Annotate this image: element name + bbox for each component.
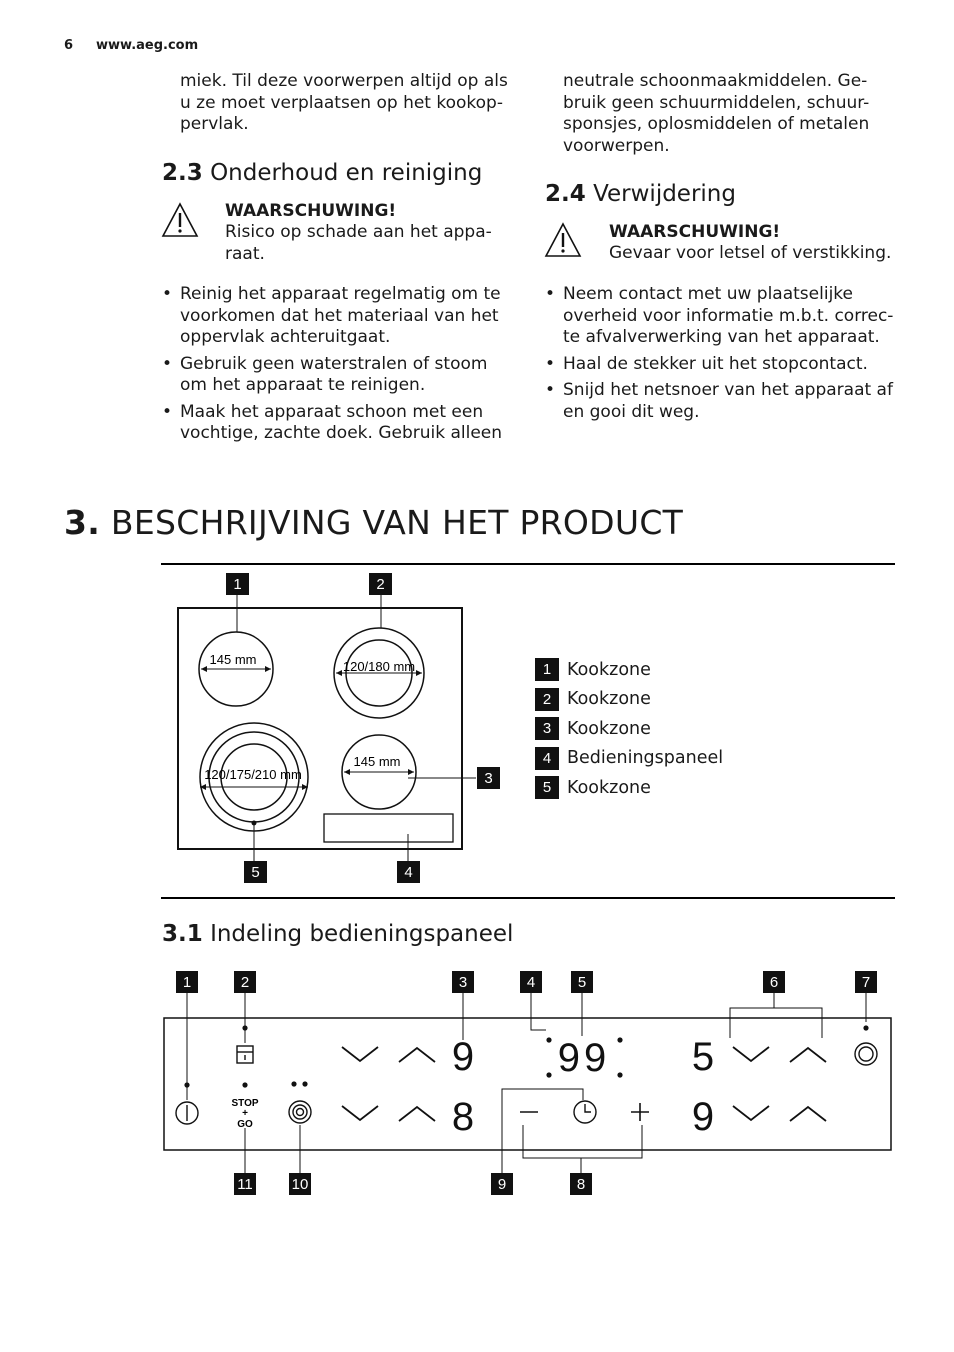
- svg-text:+: +: [242, 1108, 248, 1119]
- svg-text:GO: GO: [237, 1119, 253, 1130]
- chevron-up-icon: [790, 1107, 826, 1121]
- diagram-legend: [535, 655, 723, 803]
- left-intro: [180, 71, 520, 136]
- warning-block-right: [609, 222, 909, 265]
- text-line: miek. Til deze voorwerpen altijd op als: [180, 71, 508, 91]
- warning-title: WAARSCHUWING!: [609, 222, 781, 242]
- warning-text: Gevaar voor letsel of verstikking.: [609, 243, 892, 263]
- zone-icon: [855, 1043, 877, 1065]
- section-title: Onderhoud en reiniging: [210, 160, 483, 186]
- legend-item: [535, 714, 723, 744]
- callout: 5: [251, 864, 260, 881]
- warning-icon: [160, 201, 200, 243]
- text-line: voorwerpen.: [563, 135, 670, 156]
- chevron-up-icon: [790, 1048, 826, 1062]
- control-panel-diagram: [160, 965, 896, 1200]
- zone-label: 145 mm: [353, 754, 401, 769]
- divider: [161, 897, 895, 899]
- section-heading-2-3: [162, 160, 482, 186]
- chevron-down-icon: [733, 1047, 769, 1061]
- header-url: www.aeg.com: [96, 38, 199, 53]
- chevron-down-icon: [342, 1106, 378, 1120]
- panel-outline: [164, 1018, 891, 1150]
- list-item: • Neem contact met uw plaatselijke overheid voor informatie m.b.t. correc-te afvalverwerking van het apparaat.: [545, 284, 897, 349]
- chevron-up-icon: [399, 1048, 435, 1062]
- callout: 10: [291, 1176, 309, 1193]
- chevron-down-icon: [342, 1047, 378, 1061]
- section-heading-2-4: [545, 181, 736, 207]
- right-intro: [563, 71, 903, 157]
- section-number: 2.3: [162, 160, 203, 186]
- legend-number: 5: [535, 776, 559, 799]
- chevron-up-icon: [399, 1107, 435, 1121]
- legend-number: 4: [535, 747, 559, 770]
- section-number: 3.1: [162, 921, 203, 947]
- bullet-list-left: [162, 284, 512, 450]
- list-item: • Haal de stekker uit het stopcontact.: [545, 354, 897, 376]
- divider: [161, 563, 895, 565]
- list-item: • Gebruik geen waterstralen of stoom om het apparaat te reinigen.: [162, 354, 512, 397]
- list-item: • Snijd het netsnoer van het apparaat af en gooi dit weg.: [545, 380, 897, 423]
- zone-label: 145 mm: [209, 652, 257, 667]
- legend-label: Kookzone: [567, 659, 651, 680]
- warning-title: WAARSCHUWING!: [225, 201, 397, 221]
- legend-label: Bedieningspaneel: [567, 748, 724, 769]
- warning-icon: [543, 221, 583, 263]
- display-zone-top-right: 5: [691, 1035, 715, 1079]
- legend-number: 2: [535, 688, 559, 711]
- callout: 5: [577, 974, 587, 991]
- display-zone-top-left: 9: [451, 1035, 475, 1079]
- legend-label: Kookzone: [567, 718, 651, 739]
- callout: 1: [233, 576, 242, 593]
- text-line: neutrale schoonmaakmiddelen. Ge-: [563, 71, 868, 91]
- chapter-heading: [64, 503, 683, 542]
- power-icon: [176, 1102, 198, 1124]
- list-item: • Reinig het apparaat regelmatig om te voorkomen dat het materiaal van het oppervlak achteruitgaat.: [162, 284, 512, 349]
- legend-item: [535, 773, 723, 803]
- section-number: 2.4: [545, 181, 586, 207]
- display-timer: 99: [557, 1036, 611, 1080]
- text-line: u ze moet verplaatsen op het kookop-: [180, 92, 503, 113]
- zone-label: 120/175/210 mm: [204, 767, 302, 782]
- section-heading-3-1: [162, 921, 513, 947]
- legend-item: [535, 744, 723, 774]
- legend-label: Kookzone: [567, 777, 651, 798]
- section-title: Indeling bedieningspaneel: [210, 921, 514, 947]
- chevron-down-icon: [733, 1106, 769, 1120]
- bridge-icon: [289, 1101, 311, 1123]
- legend-item: [535, 685, 723, 715]
- callout: 3: [484, 770, 493, 787]
- legend-number: 1: [535, 658, 559, 681]
- page-number: 6: [64, 38, 74, 53]
- stop-go-icon: [231, 1098, 258, 1130]
- hob-diagram: [170, 570, 510, 890]
- callout: 4: [526, 974, 536, 991]
- text-line: pervlak.: [180, 114, 249, 134]
- chapter-title: BESCHRIJVING VAN HET PRODUCT: [110, 503, 684, 542]
- lock-icon: [237, 1046, 253, 1063]
- warning-text: Risico op schade aan het appa-: [225, 222, 492, 242]
- callout: 7: [861, 974, 871, 991]
- callout: 8: [576, 1176, 586, 1193]
- svg-text:STOP: STOP: [231, 1098, 259, 1109]
- legend-item: [535, 655, 723, 685]
- callout: 3: [458, 974, 468, 991]
- callout: 2: [240, 974, 250, 991]
- callout: 6: [769, 974, 779, 991]
- callout: 2: [376, 576, 385, 593]
- top-callouts: [176, 971, 877, 993]
- callout: 1: [182, 974, 192, 991]
- callout: 4: [404, 864, 413, 881]
- legend-number: 3: [535, 717, 559, 740]
- warning-block-left: [225, 201, 515, 265]
- text-line: bruik geen schuurmiddelen, schuur-: [563, 92, 870, 113]
- list-item: • Maak het apparaat schoon met een vochtige, zachte doek. Gebruik alleen: [162, 402, 512, 445]
- display-zone-bottom-right: 9: [691, 1095, 715, 1139]
- chapter-number: 3.: [64, 503, 101, 542]
- timer-icon: [574, 1101, 596, 1123]
- control-panel-area: [324, 814, 453, 842]
- callout: 9: [497, 1176, 507, 1193]
- hob-outline: [178, 608, 462, 849]
- bullet-list-right: [545, 284, 897, 428]
- legend-label: Kookzone: [567, 689, 651, 710]
- display-zone-bottom-left: 8: [451, 1095, 475, 1139]
- plus-icon: [631, 1103, 649, 1121]
- callout: 11: [237, 1176, 253, 1193]
- section-title: Verwijdering: [593, 181, 736, 207]
- text-line: sponsjes, oplosmiddelen of metalen: [563, 114, 870, 134]
- warning-text: raat.: [225, 243, 265, 264]
- zone-label: 120/180 mm: [342, 659, 416, 674]
- bottom-callouts: [234, 1173, 592, 1195]
